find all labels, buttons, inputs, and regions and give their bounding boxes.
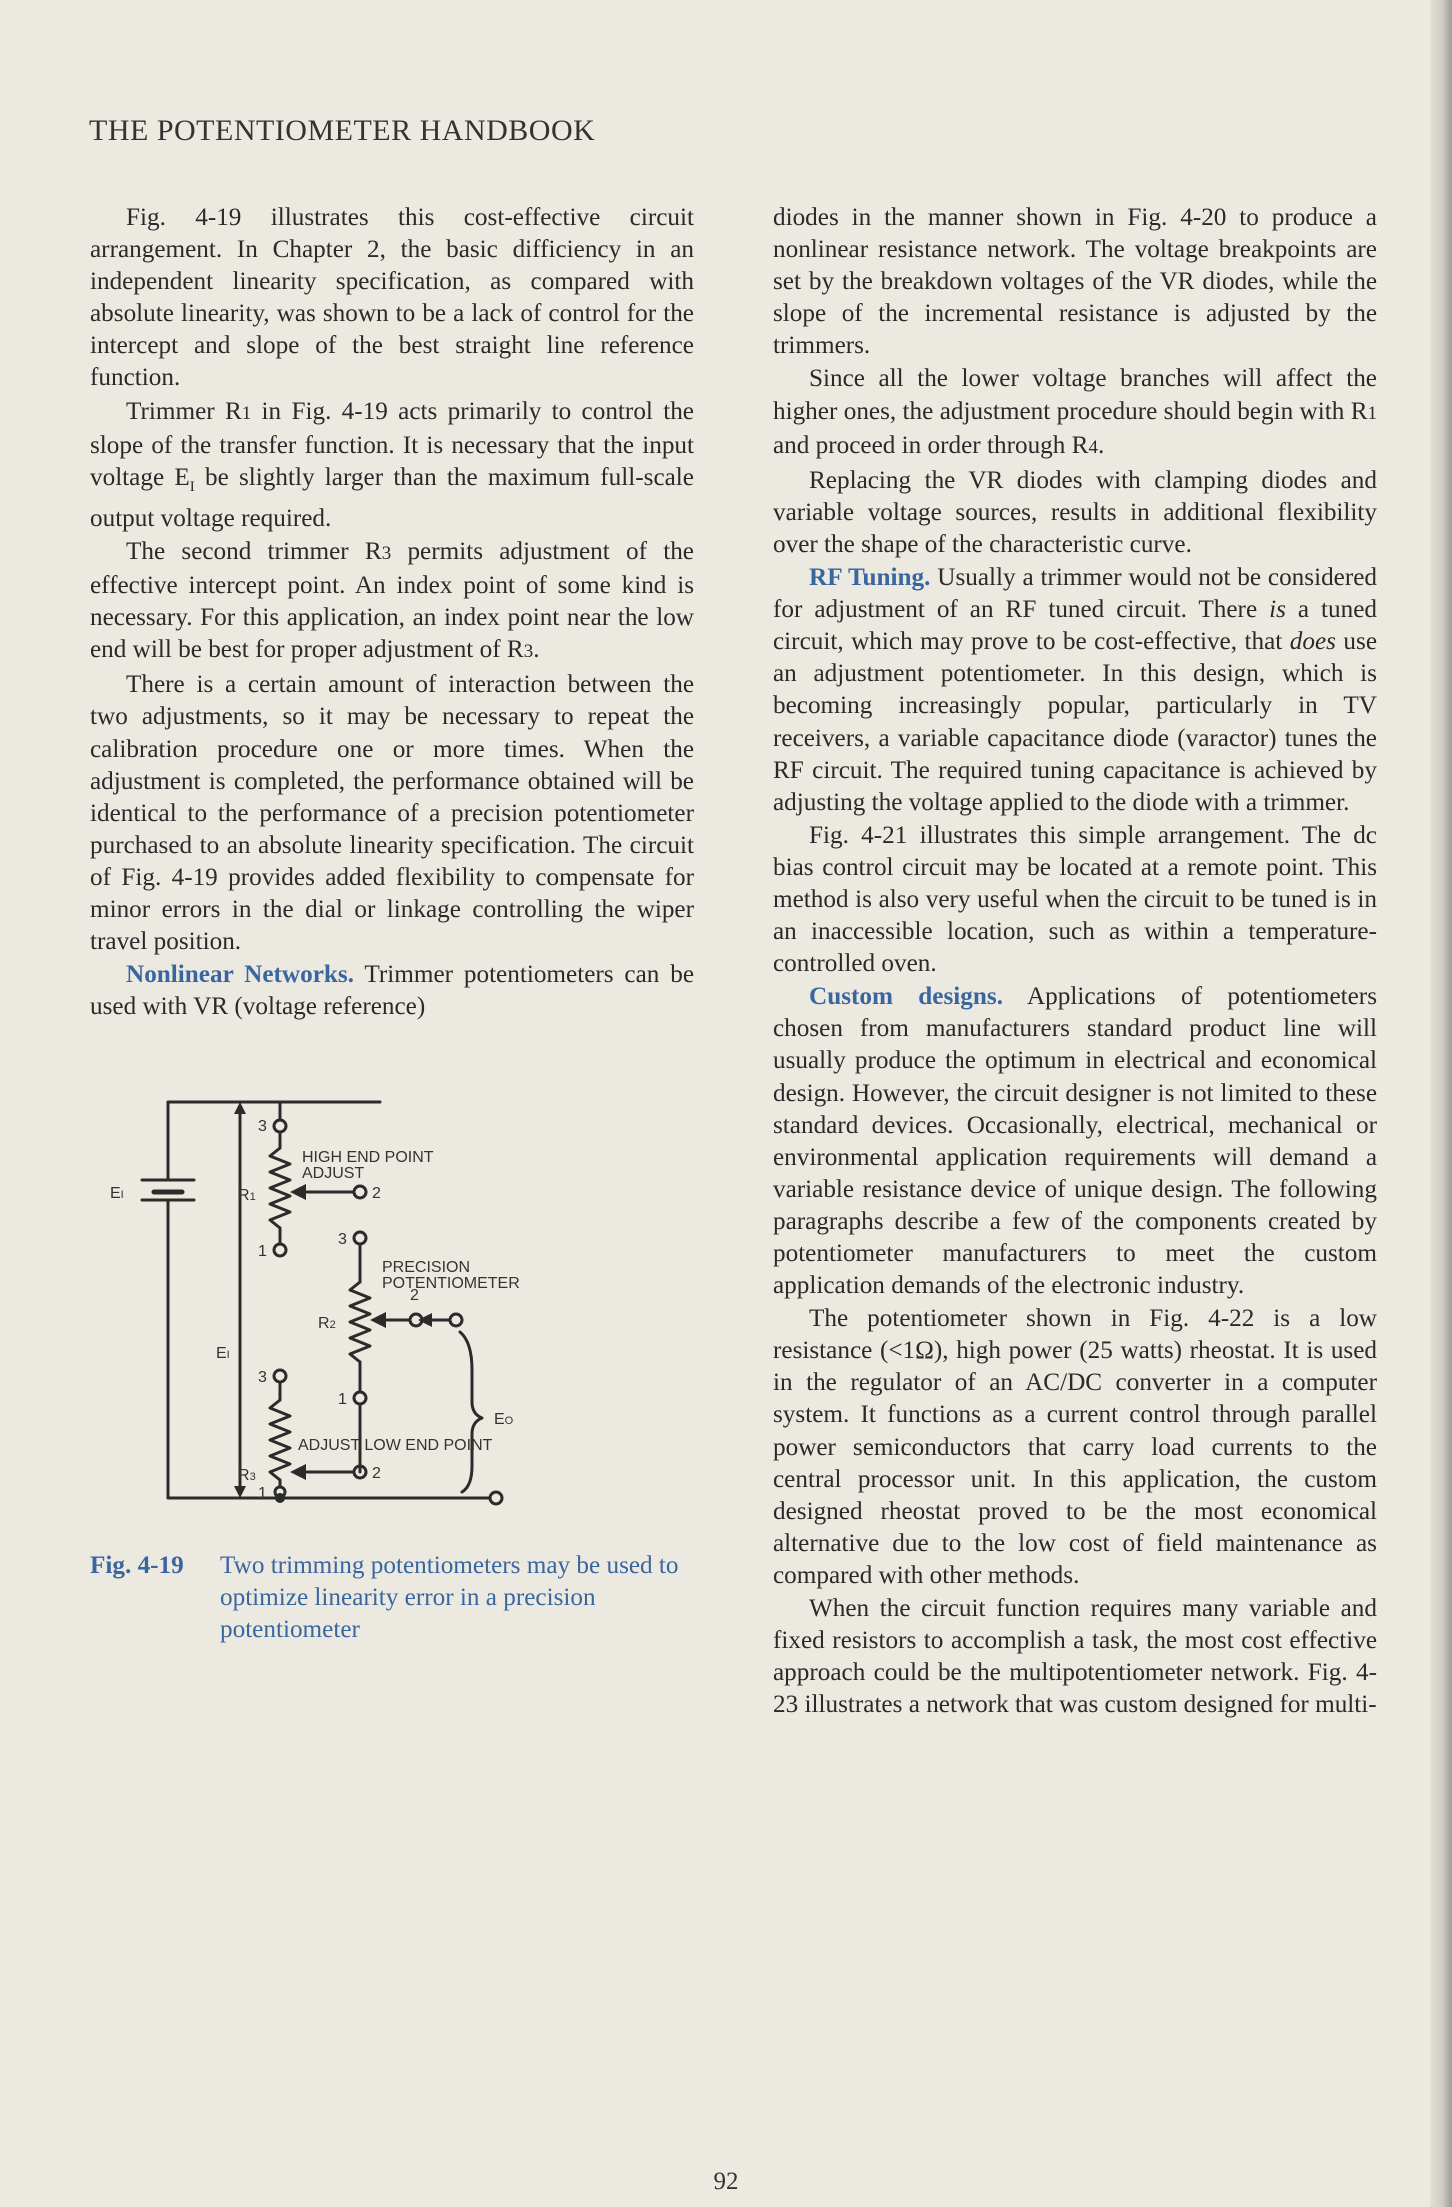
circuit-diagram [110, 1100, 680, 1520]
ei-arrow-bottom-head [234, 1486, 246, 1498]
r1-pin-3-terminal [274, 1120, 286, 1132]
subscript-text: 4 [1088, 436, 1098, 458]
r1-label: R1 [238, 1187, 256, 1204]
eo-brace [460, 1332, 482, 1492]
paragraph-text: Trimmer potentiometers can be used with VR (voltage reference) [90, 961, 695, 1021]
r1-pin-1-terminal [274, 1244, 286, 1256]
emphasis-text: is [1269, 596, 1286, 624]
paragraph-text: in Fig. 4-19 acts primarily to control the slope of the transfer function. It is necessary that the input voltage E [90, 397, 694, 491]
paragraph-text: When the circuit function requires many variable and fixed resistors to accomplish a task, the most cost effective approach could be the multipotentiometer network. Fig. 4-23 illustrates a network that was custom designed for multi- [773, 1595, 1377, 1719]
ei-arrow-top-head [234, 1102, 246, 1114]
paragraph-text: Trimmer R [126, 397, 242, 425]
r3-pin3-number: 3 [258, 1369, 267, 1386]
figure-4-19-circuit [110, 1100, 680, 1520]
r1-resistor [270, 1148, 290, 1228]
paragraph [90, 202, 694, 395]
output-bottom-terminal [490, 1492, 502, 1504]
precision-label: PRECISION [382, 1259, 471, 1276]
ei-battery-label: EI [110, 1185, 124, 1202]
paragraph-text: There is a certain amount of interaction between the two adjustments, so it may be necessary to repeat the calibration procedure one or more times. When the adjustment is completed, the performance obtained will be identical to the performance of a precision potentiometer purchased to an absolute linearity specification. The circuit of Fig. 4-19 provides added flexibility to compensate for minor errors in the dial or linkage controlling the wiper travel position. [90, 671, 694, 956]
caption-text: Two trimming potentiometers may be used to optimize linearity error in a precision potentiometer [220, 1552, 679, 1643]
r2-resistor [350, 1282, 370, 1362]
r3-pin1-number: 1 [258, 1485, 267, 1502]
r3-wiper-arrowhead [290, 1464, 306, 1480]
paragraph [773, 562, 1377, 819]
paragraph-text: The potentiometer shown in Fig. 4-22 is a low resistance (<1Ω), high power (25 watts) rheostat. It is used in the regulator of an AC/DC converter in a computer system. It functions as a current control through parallel power semiconductors that carry load currents to the central processor unit. In this application, the custom designed rheostat proved to be the most economical alternative due to the low cost of field maintenance as compared with other methods. [773, 1305, 1377, 1589]
r1-pin2-number: 2 [372, 1185, 381, 1202]
bottom-junction-dot [275, 1493, 285, 1503]
r2-pin-3-terminal [354, 1232, 366, 1244]
paragraph-text: Fig. 4-21 illustrates this simple arrangement. The dc bias control circuit may be located at a remote point. This method is also very useful when the circuit to be tuned is in an inaccessible location, such as within a temperature-controlled oven. [773, 821, 1377, 978]
r2-wiper-arrowhead [370, 1312, 386, 1328]
r2-pin-1-terminal [354, 1392, 366, 1404]
paragraph [90, 536, 694, 668]
r2-label: R2 [318, 1315, 336, 1332]
subscript-text: 1 [1367, 402, 1377, 424]
section-runin-heading: Nonlinear Networks. [126, 961, 354, 989]
paragraph [773, 981, 1377, 1302]
paragraph-text: diodes in the manner shown in Fig. 4-20 to produce a nonlinear resistance network. The voltage breakpoints are set by the breakdown voltages of the VR diodes, while the slope of the incremental resistance is adjusted by the trimmers. [773, 204, 1377, 360]
r3-pin2-number: 2 [372, 1465, 381, 1482]
paragraph [90, 396, 694, 535]
paragraph-text: Replacing the VR diodes with clamping diodes and variable voltage sources, results in additional flexibility over the shape of the characteristic curve. [773, 466, 1377, 558]
ei-arrow-label: EI [216, 1345, 230, 1362]
paragraph [773, 820, 1377, 980]
r3-resistor [270, 1400, 290, 1480]
section-runin-heading: RF Tuning. [809, 564, 931, 592]
r3-label: R3 [238, 1467, 256, 1484]
section-runin-heading: Custom designs. [809, 983, 1003, 1011]
r2-pin3-number: 3 [338, 1231, 347, 1248]
subscript-text: 3 [523, 641, 534, 663]
paragraph-text: a tuned circuit, which may prove to be cost-effective, that [773, 596, 1377, 656]
r1-pin1-number: 1 [258, 1243, 267, 1260]
paragraph-text: use an adjustment potentiometer. In this design, which is becoming increasingly popular, particularly in TV receivers, a variable capacitance diode (varactor) tunes the RF circuit. The required tuning capacitance is achieved by adjusting the voltage applied to the diode with a trimmer. [773, 628, 1377, 816]
high-end-adjust-label: ADJUST [302, 1165, 365, 1182]
paragraph-text: and proceed in order through R [773, 431, 1089, 459]
paragraph [90, 959, 694, 1023]
emphasis-text: does [1289, 628, 1336, 656]
eo-label: EO [494, 1411, 514, 1428]
r2-pin2-number: 2 [410, 1287, 419, 1304]
r1-pin-2-terminal [354, 1186, 366, 1198]
paragraph [773, 1593, 1377, 1721]
subscript-text: 3 [381, 542, 392, 564]
r1-wiper-arrowhead [290, 1184, 306, 1200]
left-column [90, 202, 694, 1024]
running-head: THE POTENTIOMETER HANDBOOK [89, 114, 596, 147]
paragraph-text: Fig. 4-19 illustrates this cost-effective circuit arrangement. In Chapter 2, the basic difficiency in an independent linearity specification, as compared with absolute linearity, was shown to be a lack of control for the intercept and slope of the best straight line reference function. [90, 204, 694, 392]
paragraph-text: Applications of potentiometers chosen from manufacturers standard product line will usually produce the optimum in electrical and economical design. However, the circuit designer is not limited to these standard devices. Occasionally, electrical, mechanical or environmental application requirements will demand a variable resistance device of unique design. The following paragraphs describe a few of the components created by potentiometer manufacturers to meet the custom application demands of the electronic industry. [773, 983, 1378, 1300]
right-column [773, 202, 1377, 1722]
r2-pin1-number: 1 [338, 1391, 347, 1408]
paragraph [773, 1303, 1377, 1592]
paragraph-text: . [533, 636, 540, 664]
high-end-point-label: HIGH END POINT [302, 1149, 434, 1166]
paragraph-text: . [1097, 431, 1105, 459]
paragraph-text: The second trimmer R [126, 537, 382, 565]
adjust-low-end-label: ADJUST LOW END POINT [298, 1437, 493, 1454]
output-top-terminal [450, 1314, 462, 1326]
paragraph [773, 465, 1377, 561]
r1-pin3-number: 3 [258, 1118, 267, 1135]
potentiometer-label: POTENTIOMETER [382, 1275, 520, 1292]
page-edge-shadow [1430, 0, 1452, 2207]
subscript-text: 1 [241, 402, 252, 424]
paragraph-text: be slightly larger than the maximum full-scale output voltage required. [90, 463, 694, 532]
paragraph-text: Since all the lower voltage branches will affect the higher ones, the adjustment procedure should begin with R [773, 365, 1377, 425]
paragraph [773, 363, 1377, 463]
caption-label: Fig. 4-19 [90, 1552, 184, 1579]
r3-pin-3-terminal [274, 1370, 286, 1382]
subscript-text: I [189, 478, 195, 495]
paragraph-text: Usually a trimmer would not be considered for adjustment of an RF tuned circuit. There [773, 564, 1377, 624]
paragraph [90, 669, 694, 958]
paragraph-text: permits adjustment of the effective intercept point. An index point of some kind is necessary. For this application, an index point near the low end will be best for proper adjustment of R [90, 537, 694, 664]
paragraph [773, 202, 1377, 362]
page-number: 92 [713, 2168, 739, 2195]
